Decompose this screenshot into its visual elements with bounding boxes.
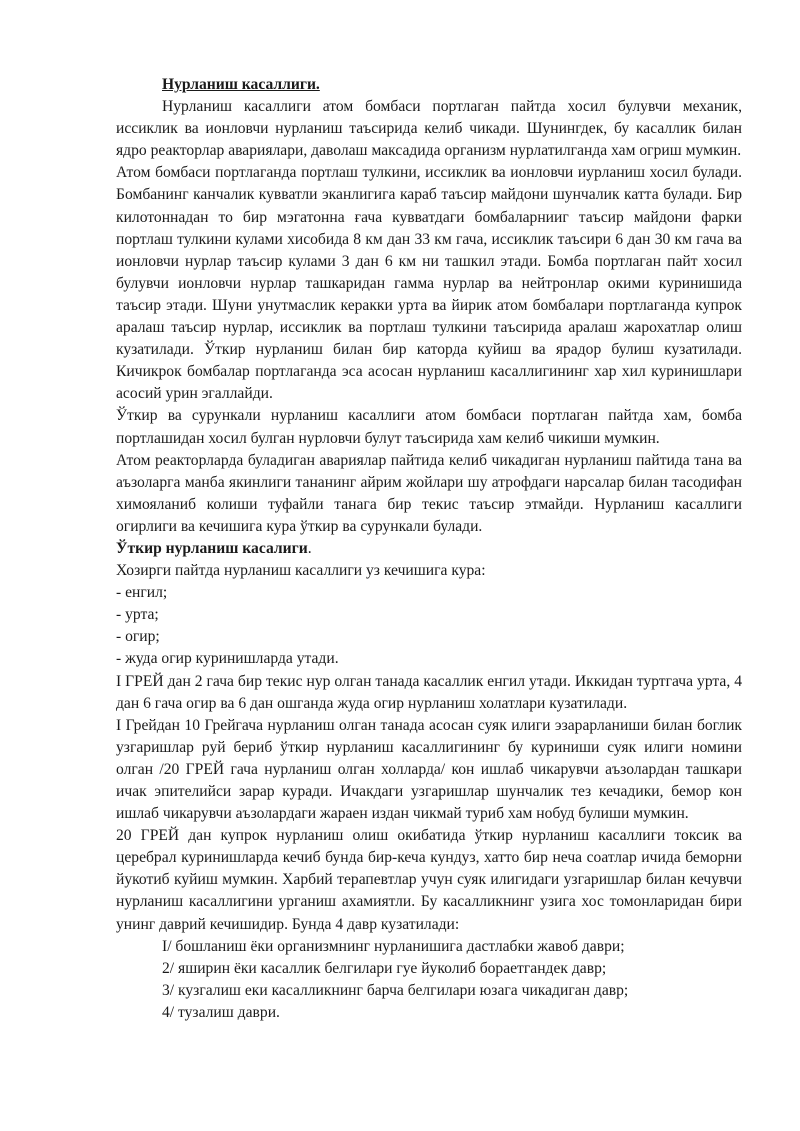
list-item: - енгил; — [116, 584, 168, 602]
paragraph: I Грейдан 10 Грейгача нурланиш олган танада асосан суяк илиги эзарарланиши билан боглик узгаришлар руй бериб ўткир нурланиш касаллигининг бу куриниши суяк илиги номини олган /20 ГРЕЙ гача нурланиш олган холларда/ кон ишлаб чикарувчи аъзолардан ташкари ичак эпителийси зарар куради. Ичакдаги узгаришлар шунчалик тез кечадики, бемор кон ишлаб чикарувчи аъзолардаги жараен издан чикмай туриб хам нобуд булиши мумкин. — [116, 716, 742, 823]
paragraph: Атом реакторларда буладиган авариялар пайтида келиб чикадиган нурланиш пайтида тана ва аъзоларга манба якинлиги тананинг айрим жойлари шу атрофдаги нарсалар билан тасодифан химояланиб колиши туфайли танага бир текис таъсир этмайди. Нурланиш касаллиги огирлиги ва кечишига кура ўткир ва сурункали булади. — [116, 451, 742, 535]
section-heading: Ўткир нурланиш касалиги. — [116, 539, 312, 557]
paragraph: Атом бомбаси портлаганда портлаш тулкини, иссиклик ва ионловчи иурланиш хосил булади. Бомбанинг канчалик кувватли эканлигига караб таъсир майдони шунчалик катта булади. Бир килотоннадан то бир мэгатонна ғача кувватдаги бомбаларнииг таъсир майдони фарки портлаш тулкини кулами хисобида 8 км дан 33 км гача, иссиклик таъсири 6 дан 30 км гача ва ионловчи нурлар таъсир кулами 3 дан 6 км ни ташкил этади. Бомба портлаган пайт хосил булувчи ионловчи нурлар ташкаридан гамма нурлар ва нейтронлар окими куринишида таъсир этади. Шуни унутмаслик керакки урта ва йирик атом бомбалари портлаганда купрок аралаш таъсир нурлар, иссиклик ва портлаш тулкини таъсирида аралаш жарохатлар олиш кузатилади. Ўткир нурланиш билан бир каторда куйиш ва ярадор булиш кузатилади. Кичикрок бомбалар портлаганда эса асосан нурланиш касаллигининг хар хил куринишлари асосий урин эгаллайди. — [116, 164, 742, 403]
list-item: - жуда огир куринишларда утади. — [116, 650, 339, 668]
document-page — [116, 74, 742, 1024]
paragraph: 20 ГРЕЙ дан купрок нурланиш олиш окибатида ўткир нурланиш касаллиги токсик ва церебрал куринишларда кечиб бунда бир-кеча кундуз, хатто бир неча соатлар ичида беморни йукотиб куйиш мумкин. Харбий терапевтлар учун суяк илигидаги узгаришлар билан кечувчи нурланиш касаллигини урганиш ахамиятли. Бу касалликнинг узига хос томонларидан бири унинг даврий кечишидир. Бунда 4 давр кузатилади: — [116, 827, 742, 933]
paragraph: Нурланиш касаллиги атом бомбаси портлаган пайтда хосил булувчи механик, иссиклик ва ионловчи нурланиш таъсирида келиб чикади. Шунингдек, бу касаллик билан ядро реакторлар авариялари, даволаш максадида организм нурлатилганда хам огриш мумкин. — [116, 98, 742, 160]
paragraph: Ўткир ва сурункали нурланиш касаллиги атом бомбаси портлаган пайтда хам, бомба портлашидан хосил булган нурловчи булут таъсирида хам келиб чикиши мумкин. — [116, 407, 742, 447]
stage-item: 4/ тузалиш даври. — [162, 1003, 280, 1021]
document-title: Нурланиш касаллиги. — [162, 76, 320, 93]
stage-item: I/ бошланиш ёки организмнинг нурланишига дастлабки жавоб даври; — [162, 937, 625, 955]
severity-intro: Хозирги пайтда нурланиш касаллиги уз кечишига кура: — [116, 562, 486, 580]
list-item: - урта; — [116, 606, 159, 624]
stage-item: 3/ кузгалиш еки касалликнинг барча белгилари юзага чикадиган давр; — [162, 981, 629, 999]
list-item: - огир; — [116, 628, 160, 646]
stage-item: 2/ яширин ёки касаллик белгилари гуе йуколиб бораетгандек давр; — [162, 959, 607, 977]
paragraph: I ГРЕЙ дан 2 гача бир текис нур олган танада касаллик енгил утади. Иккидан туртгача урта, 4 дан 6 гача огир ва 6 дан ошганда жуда огир нурланиш холатлари кузатилади. — [116, 672, 742, 712]
